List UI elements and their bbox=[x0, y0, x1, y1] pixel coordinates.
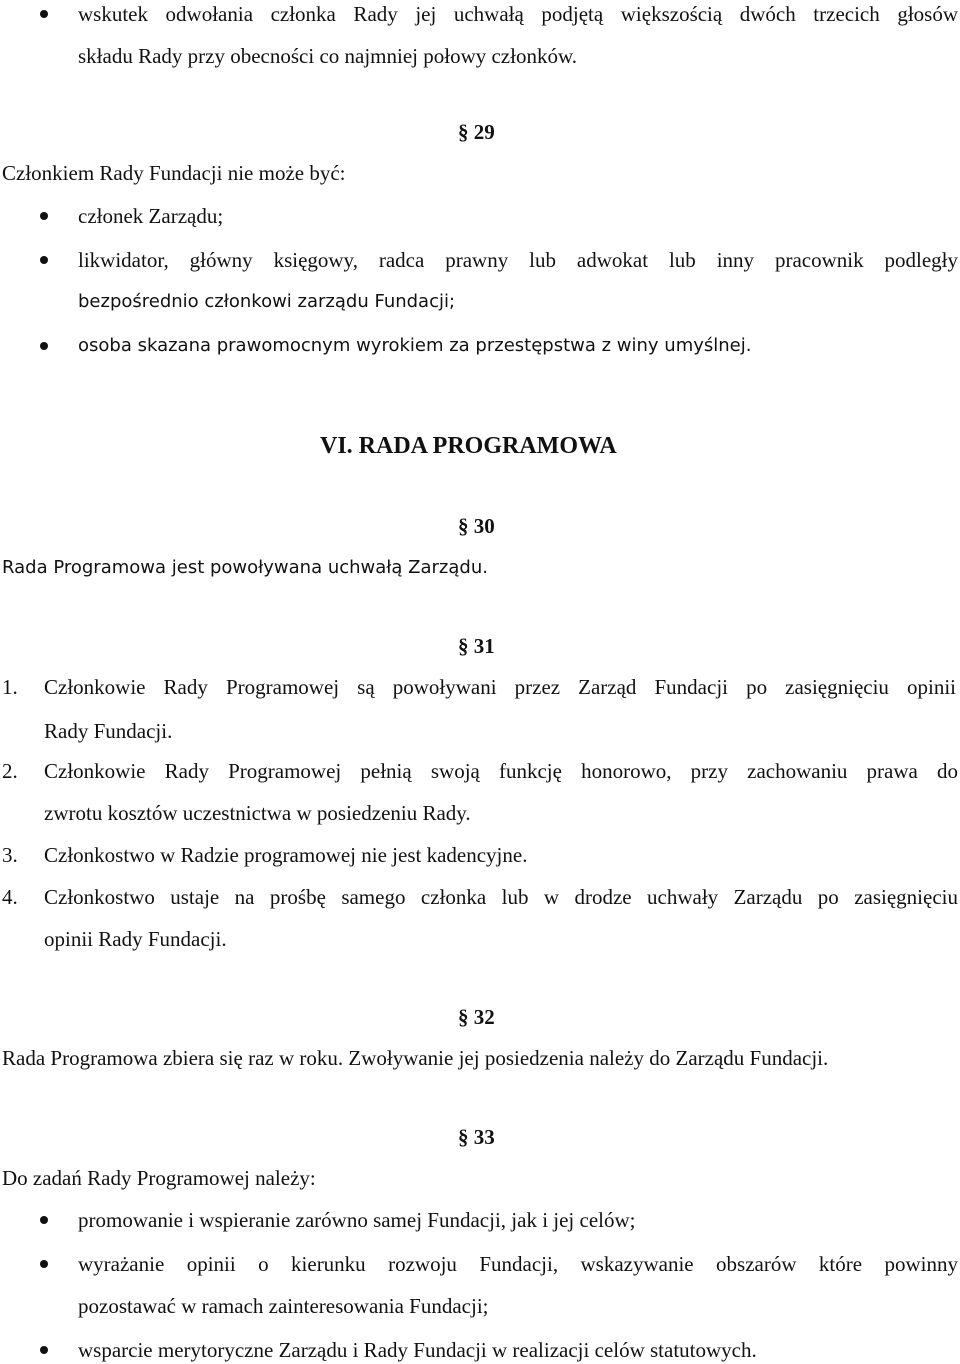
section-number-33: § 33 bbox=[458, 1125, 495, 1149]
bullet-icon bbox=[40, 1346, 48, 1354]
list-number: 1. bbox=[2, 675, 18, 699]
section-number-29: § 29 bbox=[458, 120, 495, 144]
list-number: 4. bbox=[2, 885, 18, 909]
paragraph-line: wskutek odwołania członka Rady jej uchwałą podjętą większością dwóch trzecich głosów bbox=[78, 2, 958, 26]
list-item-continuation: pozostawać w ramach zainteresowania Fundacji; bbox=[78, 1294, 489, 1318]
section-30-text: Rada Programowa jest powoływana uchwałą Zarządu. bbox=[2, 557, 488, 578]
list-item-continuation: bezpośrednio członkowi zarządu Fundacji; bbox=[78, 291, 456, 312]
list-item: wyrażanie opinii o kierunku rozwoju Fundacji, wskazywanie obszarów które powinny bbox=[78, 1252, 958, 1276]
list-item: likwidator, główny księgowy, radca prawny lub adwokat lub inny pracownik podległy bbox=[78, 248, 958, 272]
section-32-text: Rada Programowa zbiera się raz w roku. Zwoływanie jej posiedzenia należy do Zarządu Fundacji. bbox=[2, 1046, 829, 1070]
bullet-icon bbox=[40, 1260, 48, 1268]
section-number-31: § 31 bbox=[458, 634, 495, 658]
section-29-intro: Członkiem Rady Fundacji nie może być: bbox=[2, 161, 346, 185]
list-item: Członkowie Rady Programowej pełnią swoją funkcję honorowo, przy zachowaniu prawa do bbox=[44, 759, 958, 783]
list-item: promowanie i wspieranie zarówno samej Fundacji, jak i jej celów; bbox=[78, 1208, 636, 1232]
list-item-continuation: zwrotu kosztów uczestnictwa w posiedzeniu Rady. bbox=[44, 801, 471, 825]
list-item-continuation: Rady Fundacji. bbox=[44, 719, 173, 743]
section-number-30: § 30 bbox=[458, 514, 495, 538]
list-item: Członkostwo ustaje na prośbę samego członka lub w drodze uchwały Zarządu po zasięgnięciu bbox=[44, 885, 958, 909]
paragraph-line: składu Rady przy obecności co najmniej połowy członków. bbox=[78, 44, 578, 68]
section-number-32: § 32 bbox=[458, 1005, 495, 1029]
list-number: 3. bbox=[2, 843, 18, 867]
list-item: członek Zarządu; bbox=[78, 204, 224, 228]
list-item-continuation: opinii Rady Fundacji. bbox=[44, 927, 227, 951]
bullet-icon bbox=[40, 342, 48, 350]
chapter-title: VI. RADA PROGRAMOWA bbox=[320, 433, 617, 459]
list-item: osoba skazana prawomocnym wyrokiem za przestępstwa z winy umyślnej. bbox=[78, 335, 752, 356]
bullet-icon bbox=[40, 1216, 48, 1224]
bullet-icon bbox=[40, 212, 48, 220]
list-number: 2. bbox=[2, 759, 18, 783]
list-item: Członkowie Rady Programowej są powoływani przez Zarząd Fundacji po zasięgnięciu opinii bbox=[44, 675, 956, 699]
list-item: wsparcie merytoryczne Zarządu i Rady Fundacji w realizacji celów statutowych. bbox=[78, 1338, 757, 1362]
bullet-icon bbox=[40, 10, 48, 18]
section-33-intro: Do zadań Rady Programowej należy: bbox=[2, 1166, 316, 1190]
bullet-icon bbox=[40, 256, 48, 264]
list-item: Członkostwo w Radzie programowej nie jest kadencyjne. bbox=[44, 843, 528, 867]
